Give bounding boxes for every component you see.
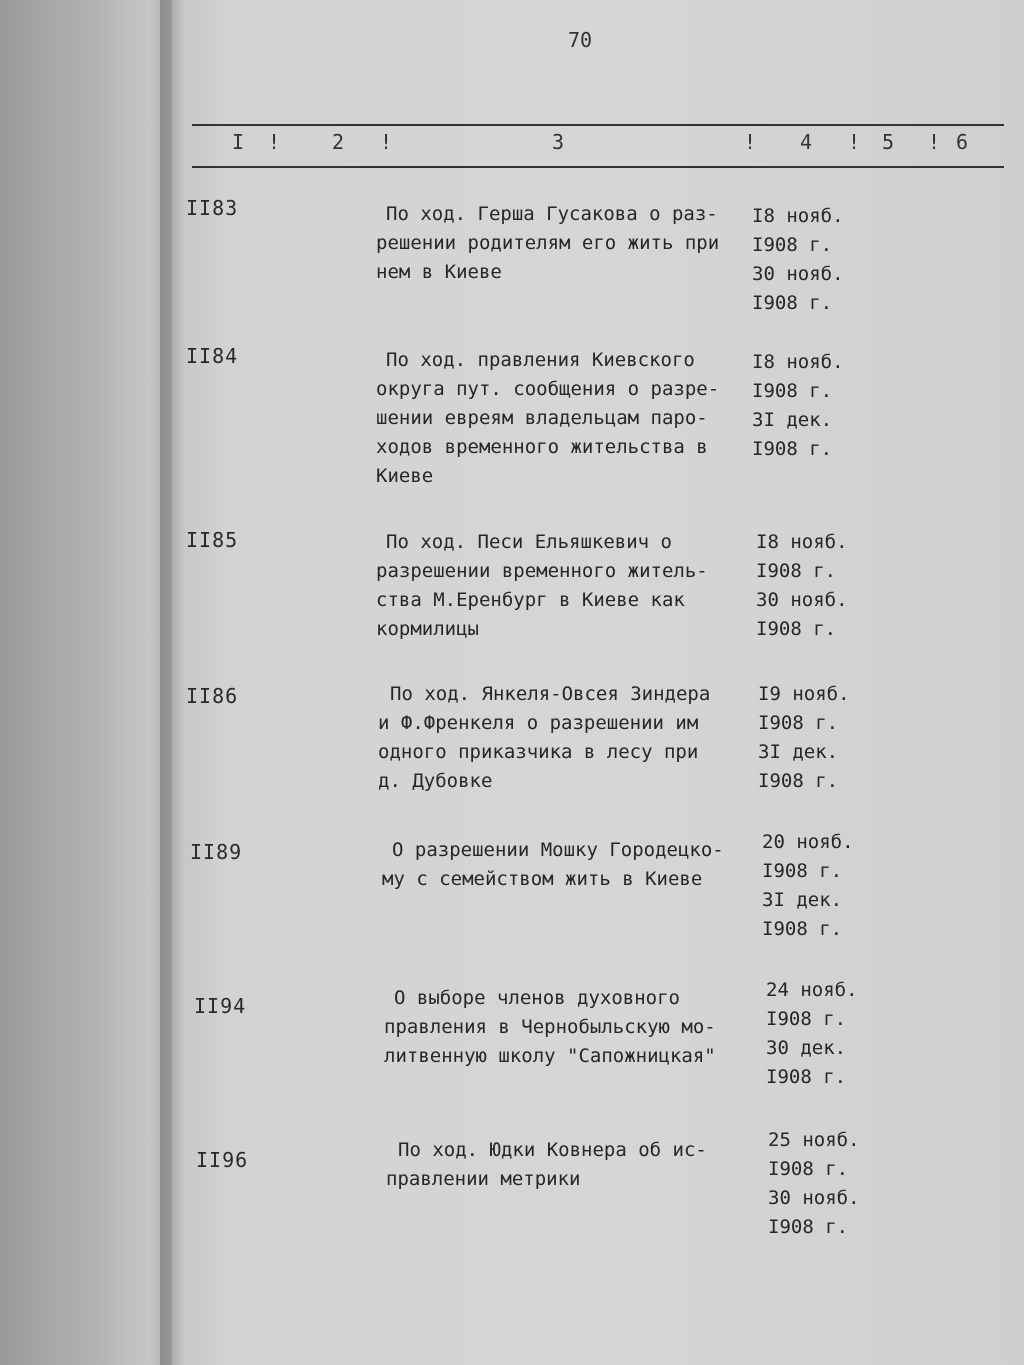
record-date: I9 нояб. bbox=[758, 683, 850, 705]
record-date: I908 г. bbox=[758, 712, 839, 734]
header-col-2: 2 bbox=[332, 130, 345, 154]
record-description-line: По ход. Герша Гусакова о раз- bbox=[386, 203, 718, 225]
record-description-line: О разрешении Мошку Городецко- bbox=[392, 839, 724, 861]
header-col-1: I bbox=[232, 130, 245, 154]
page-number: 70 bbox=[568, 28, 593, 52]
header-separator: ! bbox=[380, 130, 393, 154]
record-description-line: Киеве bbox=[376, 465, 434, 487]
record-description-line: нем в Киеве bbox=[376, 261, 502, 283]
header-col-6: 6 bbox=[956, 130, 969, 154]
record-date: I908 г. bbox=[752, 292, 833, 314]
record-date: I8 нояб. bbox=[756, 531, 848, 553]
header-separator: ! bbox=[744, 130, 757, 154]
record-date: 20 нояб. bbox=[762, 831, 854, 853]
record-description-line: одного приказчика в лесу при bbox=[378, 741, 699, 763]
record-description-line: округа пут. сообщения о разре- bbox=[376, 378, 720, 400]
record-description-line: ства М.Еренбург в Киеве как bbox=[376, 589, 685, 611]
record-description-line: правления в Чернобыльскую мо- bbox=[384, 1016, 716, 1038]
record-date: 30 нояб. bbox=[752, 263, 844, 285]
header-col-4: 4 bbox=[800, 130, 813, 154]
header-separator: ! bbox=[848, 130, 861, 154]
record-description-line: По ход. Юдки Ковнера об ис- bbox=[398, 1139, 707, 1161]
record-date: 24 нояб. bbox=[766, 979, 858, 1001]
header-separator: ! bbox=[268, 130, 281, 154]
record-date: 30 нояб. bbox=[756, 589, 848, 611]
header-top-rule bbox=[192, 124, 1004, 126]
table-header bbox=[0, 130, 1024, 160]
record-date: I908 г. bbox=[758, 770, 839, 792]
record-date: I908 г. bbox=[752, 438, 833, 460]
record-number: II85 bbox=[186, 528, 239, 552]
record-date: I8 нояб. bbox=[752, 351, 844, 373]
record-date: 30 нояб. bbox=[768, 1187, 860, 1209]
record-date: I908 г. bbox=[756, 618, 837, 640]
record-description-line: му с семейством жить в Киеве bbox=[382, 868, 703, 890]
record-description-line: литвенную школу "Сапожницкая" bbox=[384, 1045, 716, 1067]
record-date: 25 нояб. bbox=[768, 1129, 860, 1151]
header-col-3: 3 bbox=[552, 130, 565, 154]
record-date: I908 г. bbox=[762, 918, 843, 940]
record-description-line: правлении метрики bbox=[386, 1168, 581, 1190]
header-bottom-rule bbox=[192, 166, 1004, 168]
record-date: I908 г. bbox=[762, 860, 843, 882]
record-number: II89 bbox=[190, 840, 243, 864]
record-number: II86 bbox=[186, 684, 239, 708]
record-date: I908 г. bbox=[752, 234, 833, 256]
record-date: I8 нояб. bbox=[752, 205, 844, 227]
record-date: I908 г. bbox=[766, 1008, 847, 1030]
record-description-line: шении евреям владельцам паро- bbox=[376, 407, 708, 429]
record-number: II94 bbox=[194, 994, 247, 1018]
record-description-line: О выборе членов духовного bbox=[394, 987, 680, 1009]
record-number: II96 bbox=[196, 1148, 249, 1172]
record-date: 3I дек. bbox=[752, 409, 833, 431]
record-date: 3I дек. bbox=[762, 889, 843, 911]
record-description-line: кормилицы bbox=[376, 618, 479, 640]
record-date: I908 г. bbox=[766, 1066, 847, 1088]
record-description-line: По ход. Янкеля-Овсея Зиндера bbox=[390, 683, 711, 705]
record-description-line: д. Дубовке bbox=[378, 770, 493, 792]
header-separator: ! bbox=[928, 130, 941, 154]
record-description-line: ходов временного жительства в bbox=[376, 436, 708, 458]
record-number: II84 bbox=[186, 344, 239, 368]
record-date: 3I дек. bbox=[758, 741, 839, 763]
book-gutter bbox=[160, 0, 184, 1365]
record-description-line: разрешении временного житель- bbox=[376, 560, 708, 582]
record-description-line: и Ф.Френкеля о разрешении им bbox=[378, 712, 699, 734]
record-date: I908 г. bbox=[768, 1158, 849, 1180]
record-description-line: По ход. Песи Ельяшкевич о bbox=[386, 531, 672, 553]
record-number: II83 bbox=[186, 196, 239, 220]
record-description-line: По ход. правления Киевского bbox=[386, 349, 695, 371]
header-col-5: 5 bbox=[882, 130, 895, 154]
facing-page bbox=[0, 0, 175, 1365]
record-date: I908 г. bbox=[768, 1216, 849, 1238]
record-description-line: решении родителям его жить при bbox=[376, 232, 720, 254]
record-date: I908 г. bbox=[752, 380, 833, 402]
record-date: 30 дек. bbox=[766, 1037, 847, 1059]
record-date: I908 г. bbox=[756, 560, 837, 582]
